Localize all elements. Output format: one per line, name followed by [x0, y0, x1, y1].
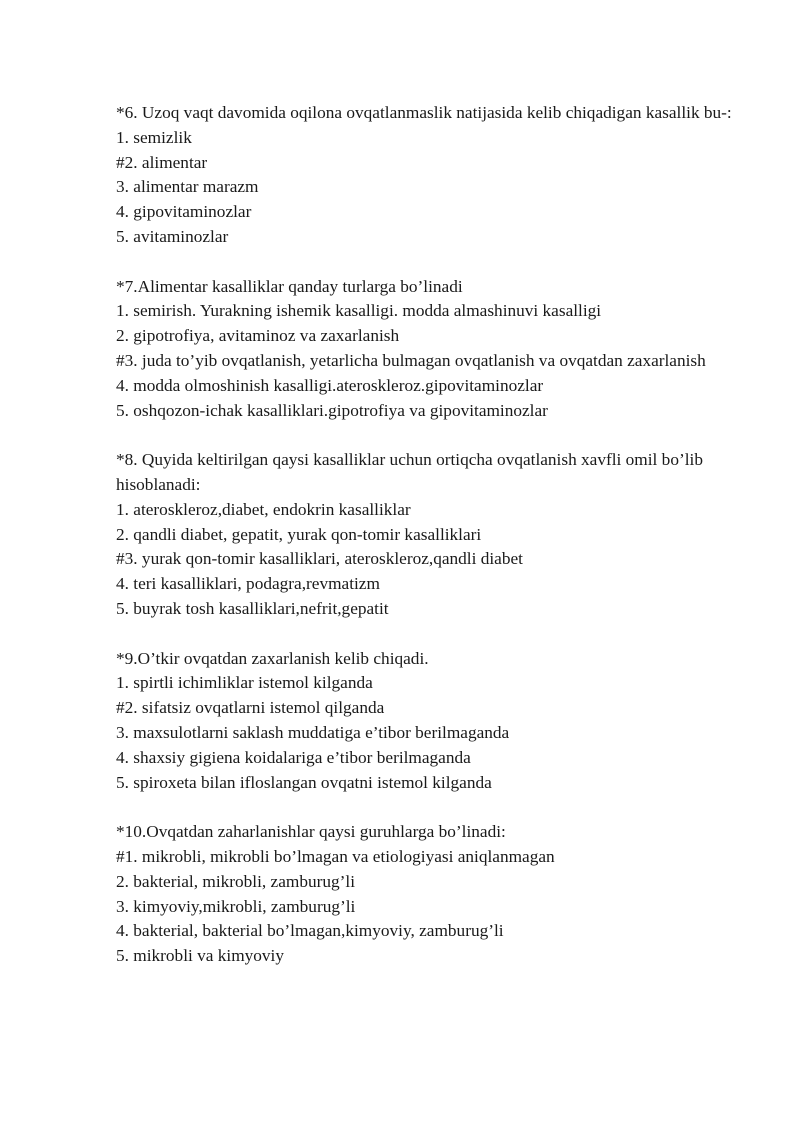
question-text: *8. Quyida keltirilgan qaysi kasalliklar uchun ortiqcha ovqatlanish xavfli omil bo’lib hisoblanadi:: [116, 450, 703, 494]
question-6: [116, 101, 756, 250]
answer-option: 4. gipovitaminozlar: [116, 202, 252, 222]
question-text: *9.O’tkir ovqatdan zaxarlanish kelib chiqadi.: [116, 648, 429, 668]
answer-option: 4. modda olmoshinish kasalligi.ateroskleroz.gipovitaminozlar: [116, 375, 544, 395]
question-text: *10.Ovqatdan zaharlanishlar qaysi guruhlarga bo’linadi:: [116, 822, 506, 842]
question-7: [116, 275, 756, 424]
question-10: [116, 820, 756, 969]
answer-option: 2. gipotrofiya, avitaminoz va zaxarlanish: [116, 326, 400, 346]
answer-option-correct: #3. juda to’yib ovqatlanish, yetarlicha bulmagan ovqatlanish va ovqatdan zaxarlanish: [116, 350, 706, 370]
answer-option: 3. kimyoviy,mikrobli, zamburug’li: [116, 896, 356, 916]
answer-option: 5. mikrobli va kimyoviy: [116, 946, 285, 966]
answer-option: 5. buyrak tosh kasalliklari,nefrit,gepatit: [116, 598, 389, 618]
answer-option: 3. alimentar marazm: [116, 177, 259, 197]
answer-option: 1. semirish. Yurakning ishemik kasalligi. modda almashinuvi kasalligi: [116, 301, 602, 321]
answer-option: 1. ateroskleroz,diabet, endokrin kasalliklar: [116, 499, 411, 519]
answer-option: 5. avitaminozlar: [116, 226, 229, 246]
question-text: *6. Uzoq vaqt davomida oqilona ovqatlanmaslik natijasida kelib chiqadigan kasallik bu-:: [116, 103, 732, 122]
question-9: [116, 647, 756, 796]
answer-option-correct: #3. yurak qon-tomir kasalliklari, ateroskleroz,qandli diabet: [116, 549, 523, 569]
document-page: [116, 101, 756, 994]
answer-option: 2. bakterial, mikrobli, zamburug’li: [116, 871, 355, 891]
answer-option: 2. qandli diabet, gepatit, yurak qon-tomir kasalliklari: [116, 524, 482, 544]
answer-option-correct: #2. alimentar: [116, 152, 208, 172]
answer-option: 5. spiroxeta bilan ifloslangan ovqatni istemol kilganda: [116, 772, 492, 792]
question-8: [116, 448, 756, 622]
answer-option: 5. oshqozon-ichak kasalliklari.gipotrofiya va gipovitaminozlar: [116, 400, 548, 420]
answer-option-correct: #1. mikrobli, mikrobli bo’lmagan va etiologiyasi aniqlanmagan: [116, 846, 555, 866]
answer-option: 3. maxsulotlarni saklash muddatiga e’tibor berilmaganda: [116, 722, 510, 742]
answer-option-correct: #2. sifatsiz ovqatlarni istemol qilganda: [116, 698, 385, 718]
answer-option: 4. bakterial, bakterial bo’lmagan,kimyoviy, zamburug’li: [116, 921, 504, 941]
answer-option: 4. shaxsiy gigiena koidalariga e’tibor berilmaganda: [116, 747, 471, 767]
answer-option: 1. semizlik: [116, 127, 192, 147]
answer-option: 4. teri kasalliklari, podagra,revmatizm: [116, 574, 380, 594]
answer-option: 1. spirtli ichimliklar istemol kilganda: [116, 673, 373, 693]
question-text: *7.Alimentar kasalliklar qanday turlarga bo’linadi: [116, 276, 463, 296]
